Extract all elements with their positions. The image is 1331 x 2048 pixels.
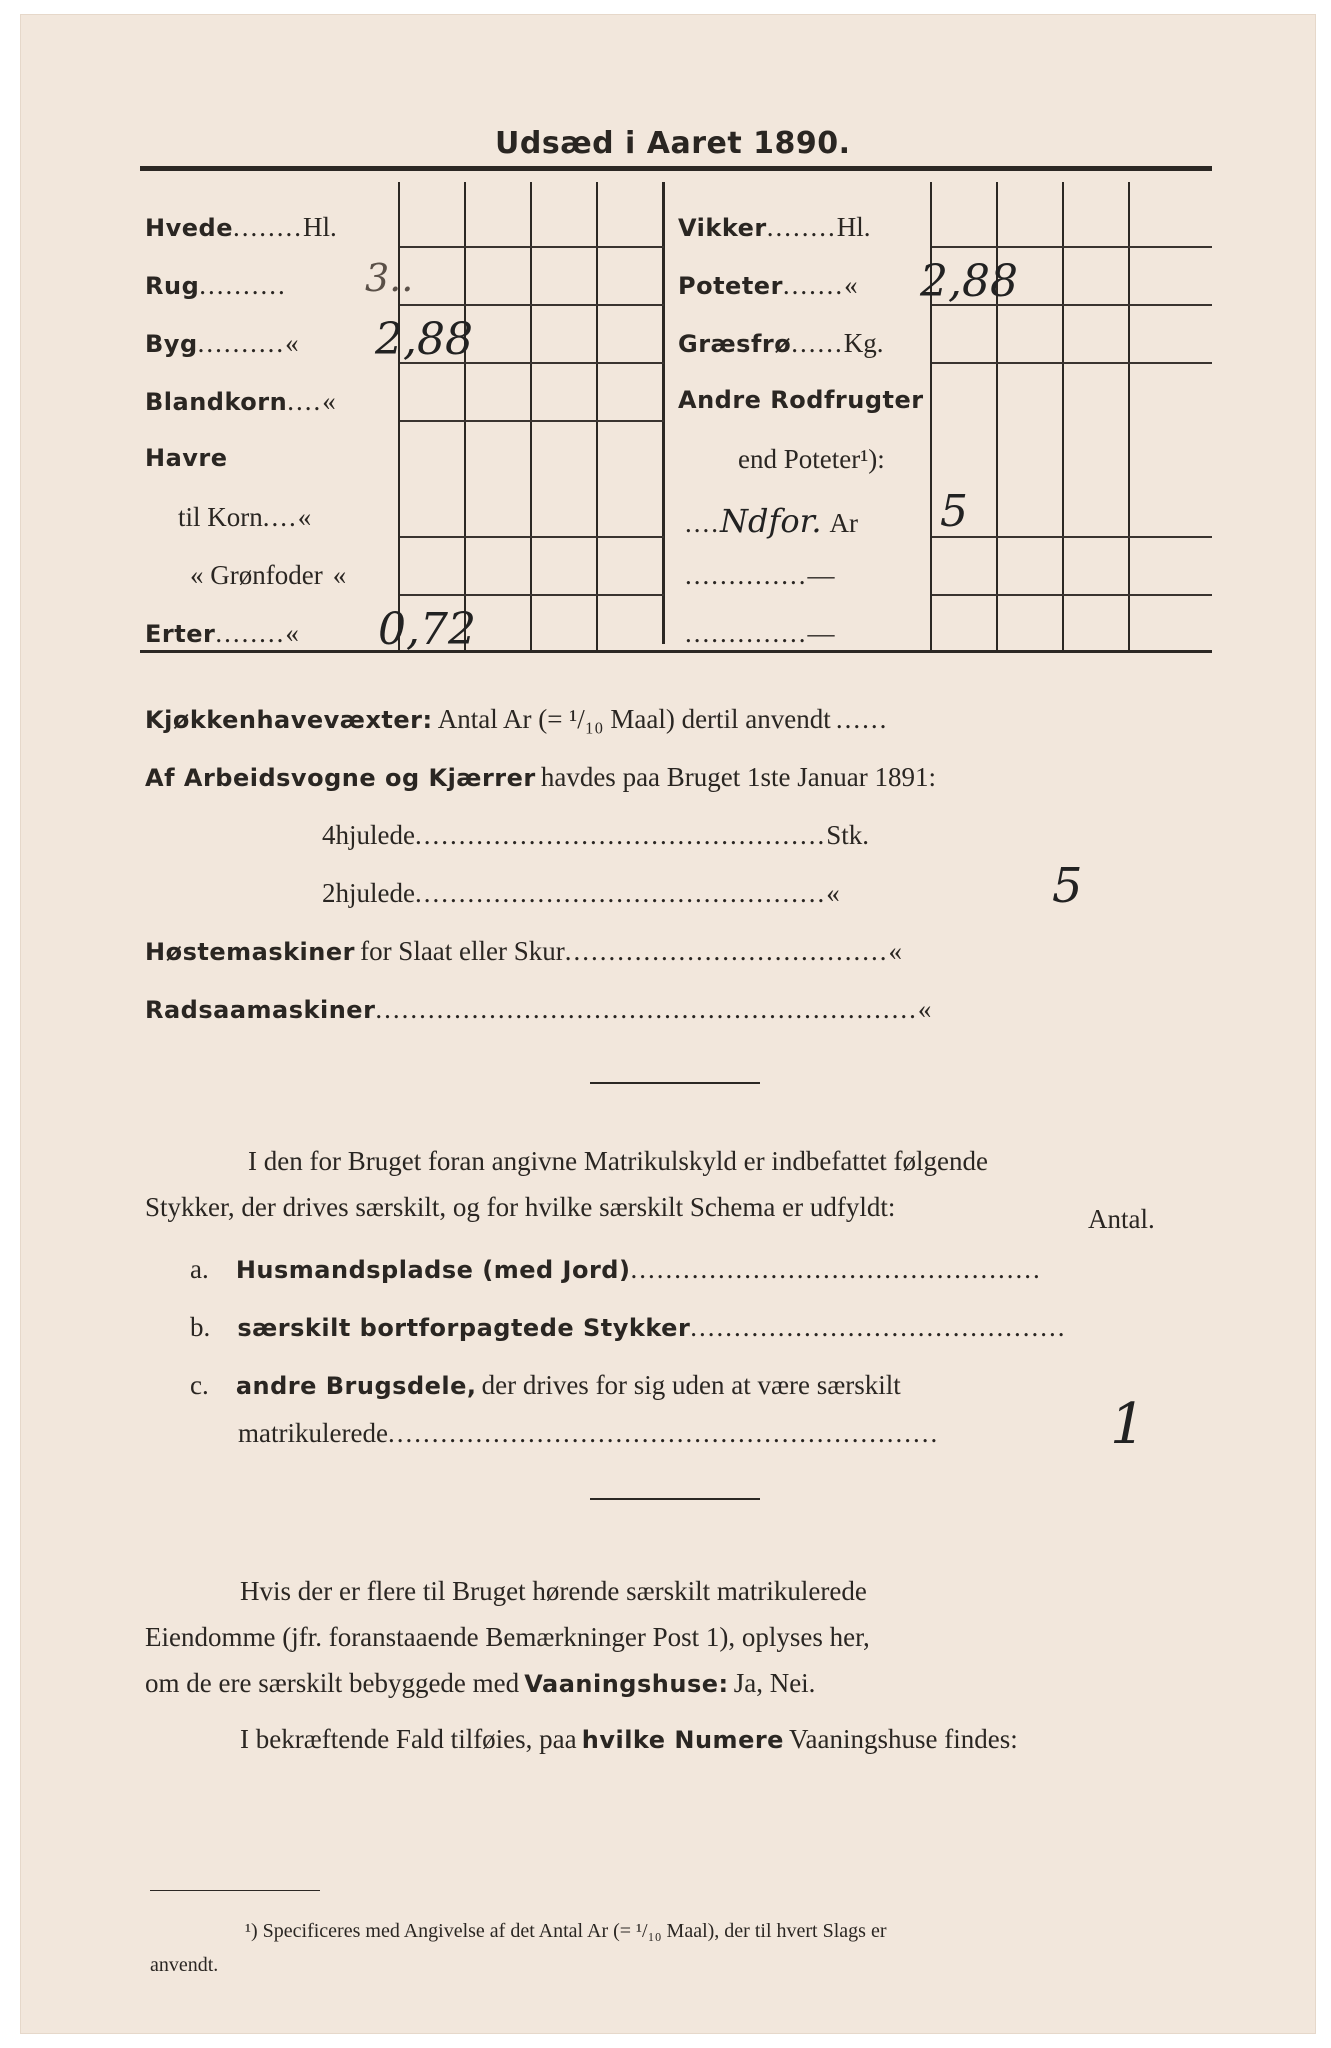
vogne-line bbox=[145, 762, 936, 793]
row-dots: .......... bbox=[199, 270, 287, 300]
vogne-label: Af Arbeidsvogne og Kjærrer bbox=[145, 764, 536, 792]
row-dots: ........ bbox=[766, 212, 837, 242]
row-unit: Hl. bbox=[836, 212, 871, 242]
row-label: Græsfrø bbox=[678, 330, 792, 358]
item-letter: c. bbox=[190, 1370, 209, 1400]
kjokken-line bbox=[145, 704, 888, 735]
left-cell-rule bbox=[400, 304, 664, 306]
row-label: Byg bbox=[145, 330, 198, 358]
section-separator bbox=[590, 1498, 760, 1500]
row-unit: — bbox=[807, 618, 835, 648]
section-separator bbox=[590, 1082, 760, 1084]
row-label: Erter bbox=[145, 620, 216, 648]
bekraeft-b: hvilke Numere bbox=[581, 1726, 784, 1754]
row-unit: Kg. bbox=[843, 328, 884, 358]
row-unit: « bbox=[332, 560, 347, 590]
row-dots: ........ bbox=[232, 212, 303, 242]
row-vikker bbox=[678, 212, 871, 243]
table-center-divider bbox=[662, 182, 665, 644]
rad-line bbox=[145, 994, 931, 1025]
bekraeft-a: I bekræftende Fald tilføies, paa bbox=[240, 1724, 577, 1754]
row-dots: ............................................... bbox=[414, 878, 827, 908]
handwritten-item-c-value: 1 bbox=[1110, 1392, 1146, 1457]
row-unit: « bbox=[826, 878, 840, 908]
handwritten-byg-value: 2,88 bbox=[375, 314, 473, 365]
footnote-line-1: ¹) Specificeres med Angivelse af det Antal Ar (= ¹/₁₀ Maal), der til hvert Slags er bbox=[245, 1920, 887, 1942]
hvis-line-3c: Ja, Nei. bbox=[733, 1668, 816, 1698]
item-letter: b. bbox=[190, 1312, 211, 1342]
row-andre-rodfrugter bbox=[678, 386, 924, 414]
row-dots: .............. bbox=[685, 560, 808, 590]
right-col-line-3 bbox=[1062, 182, 1064, 650]
right-col-line-1 bbox=[930, 182, 932, 650]
left-col-line-3 bbox=[530, 182, 532, 650]
row-erter bbox=[145, 618, 299, 649]
matrikul-item-a bbox=[190, 1254, 1042, 1285]
row-label: end Poteter¹): bbox=[738, 444, 885, 474]
hvis-line-3 bbox=[145, 1668, 815, 1699]
item-label: andre Brugsdele, bbox=[235, 1372, 477, 1400]
row-poteter bbox=[678, 270, 858, 301]
hvis-line-2: Eiendomme (jfr. foranstaaende Bemærkninger Post 1), oplyses her, bbox=[145, 1622, 870, 1652]
antal-heading: Antal. bbox=[1088, 1204, 1155, 1234]
right-cell-rule bbox=[932, 594, 1212, 596]
bekraeft-line bbox=[240, 1724, 1018, 1755]
row-unit: Hl. bbox=[302, 212, 337, 242]
right-cell-rule bbox=[932, 362, 1212, 364]
matrikul-line-1: I den for Bruget foran angivne Matrikulskyld er indbefattet følgende bbox=[248, 1146, 989, 1176]
hoste-text: for Slaat eller Skur bbox=[360, 936, 565, 966]
row-unit: — bbox=[807, 560, 835, 590]
row-dots: ...... bbox=[791, 328, 844, 358]
right-col-line-4 bbox=[1128, 182, 1130, 650]
table-top-rule bbox=[140, 166, 1212, 171]
bekraeft-c: Vaaningshuse findes: bbox=[789, 1724, 1018, 1754]
row-label: Blandkorn bbox=[145, 388, 288, 416]
rad-unit: « bbox=[917, 994, 932, 1024]
item-letter: a. bbox=[190, 1254, 209, 1284]
handwritten-2hjulede-value: 5 bbox=[1052, 858, 1083, 914]
vogne-4hjulede bbox=[322, 820, 869, 851]
item-label: Husmandspladse (med Jord) bbox=[235, 1256, 631, 1284]
hvis-line-3a: om de ere særskilt bebyggede med bbox=[145, 1668, 520, 1698]
handwritten-poteter-value: 2,88 bbox=[920, 256, 1018, 307]
row-rug bbox=[145, 270, 287, 301]
hvis-line-1: Hvis der er flere til Bruget hørende særskilt matrikulerede bbox=[240, 1576, 867, 1606]
row-gronfoder bbox=[190, 560, 346, 591]
row-label: Hvede bbox=[145, 214, 233, 242]
vogne-text: havdes paa Bruget 1ste Januar 1891: bbox=[540, 762, 936, 792]
left-col-line-4 bbox=[596, 182, 598, 650]
table-bottom-rule bbox=[140, 650, 1212, 653]
left-col-line-1 bbox=[398, 182, 400, 650]
row-dots: ........ bbox=[215, 618, 286, 648]
document-page bbox=[20, 14, 1316, 2034]
row-blandkorn bbox=[145, 386, 336, 417]
matrikul-line-2: Stykker, der drives særskilt, og for hvilke særskilt Schema er udfyldt: bbox=[145, 1192, 896, 1222]
hoste-unit: « bbox=[888, 936, 903, 966]
row-label: Rug bbox=[145, 272, 200, 300]
item-dots: ............................................................... bbox=[387, 1418, 940, 1448]
item-line2: matrikulerede bbox=[238, 1418, 388, 1448]
row-label: « Grønfoder bbox=[190, 560, 323, 590]
kjokken-text: Antal Ar (= ¹/₁₀ Maal) dertil anvendt bbox=[437, 704, 831, 734]
left-cell-rule bbox=[400, 246, 664, 248]
row-end-poteter bbox=[738, 444, 885, 475]
item-dots: ............................................... bbox=[630, 1254, 1042, 1284]
row-dots: .......... bbox=[197, 328, 286, 358]
kjokken-dots: ...... bbox=[835, 704, 889, 734]
hoste-dots: ..................................... bbox=[564, 936, 889, 966]
row-label: Andre Rodfrugter bbox=[678, 386, 924, 414]
item-label: særskilt bortforpagtede Stykker bbox=[237, 1314, 691, 1342]
left-col-line-2 bbox=[464, 182, 466, 650]
rad-label: Radsaamaskiner bbox=[145, 996, 376, 1024]
rad-dots: .............................................................. bbox=[375, 994, 918, 1024]
row-dots: .... bbox=[685, 508, 720, 538]
row-label: 2hjulede bbox=[322, 878, 415, 908]
row-unit: Stk. bbox=[826, 820, 870, 850]
hoste-line bbox=[145, 936, 902, 967]
row-label: til Korn bbox=[178, 502, 263, 532]
row-dots: .............. bbox=[685, 618, 808, 648]
row-label: Poteter bbox=[678, 272, 783, 300]
page-title: Udsæd i Aaret 1890. bbox=[495, 126, 851, 161]
row-label: 4hjulede bbox=[322, 820, 415, 850]
right-cell-rule bbox=[932, 246, 1212, 248]
row-unit: « bbox=[322, 386, 336, 416]
row-unit: « bbox=[285, 328, 299, 358]
row-dots: ....... bbox=[782, 270, 845, 300]
row-graesfro bbox=[678, 328, 883, 359]
row-ndfor bbox=[685, 502, 858, 540]
row-dots: .... bbox=[262, 502, 298, 532]
row-blank-1 bbox=[685, 560, 835, 591]
row-havre bbox=[145, 444, 228, 472]
handwritten-ndfor-value: 5 bbox=[940, 486, 968, 537]
handwritten-erter-value: 0,72 bbox=[378, 604, 476, 655]
matrikul-item-b bbox=[190, 1312, 1067, 1343]
row-unit: Ar bbox=[829, 508, 859, 538]
row-label: Vikker bbox=[678, 214, 767, 242]
handwritten-row-label: Ndfor. bbox=[720, 502, 822, 540]
row-til-korn bbox=[178, 502, 311, 533]
hoste-label: Høstemaskiner bbox=[145, 938, 355, 966]
row-label: Havre bbox=[145, 444, 228, 472]
vogne-2hjulede bbox=[322, 878, 840, 909]
footnote-rule bbox=[150, 1890, 320, 1891]
hvis-line-3b: Vaaningshuse: bbox=[524, 1670, 729, 1698]
matrikul-item-c bbox=[190, 1370, 901, 1401]
row-blank-2 bbox=[685, 618, 835, 649]
row-byg bbox=[145, 328, 299, 359]
row-hvede bbox=[145, 212, 337, 243]
item-text: der drives for sig uden at være særskilt bbox=[481, 1370, 901, 1400]
handwritten-rug-value: 3.. bbox=[365, 256, 414, 300]
row-unit: « bbox=[297, 502, 312, 532]
left-cell-rule bbox=[400, 594, 664, 596]
left-cell-rule bbox=[400, 536, 664, 538]
row-unit: « bbox=[844, 270, 858, 300]
row-dots: .... bbox=[287, 386, 323, 416]
row-dots: ............................................... bbox=[414, 820, 827, 850]
right-cell-rule bbox=[932, 536, 1212, 538]
left-cell-rule bbox=[400, 420, 664, 422]
matrikul-item-c-line-2 bbox=[238, 1418, 939, 1449]
footnote-line-2: anvendt. bbox=[150, 1954, 219, 1976]
right-col-line-2 bbox=[996, 182, 998, 650]
kjokken-label: Kjøkkenhavevæxter: bbox=[145, 706, 433, 734]
row-unit: « bbox=[285, 618, 299, 648]
item-dots: ........................................... bbox=[690, 1312, 1067, 1342]
